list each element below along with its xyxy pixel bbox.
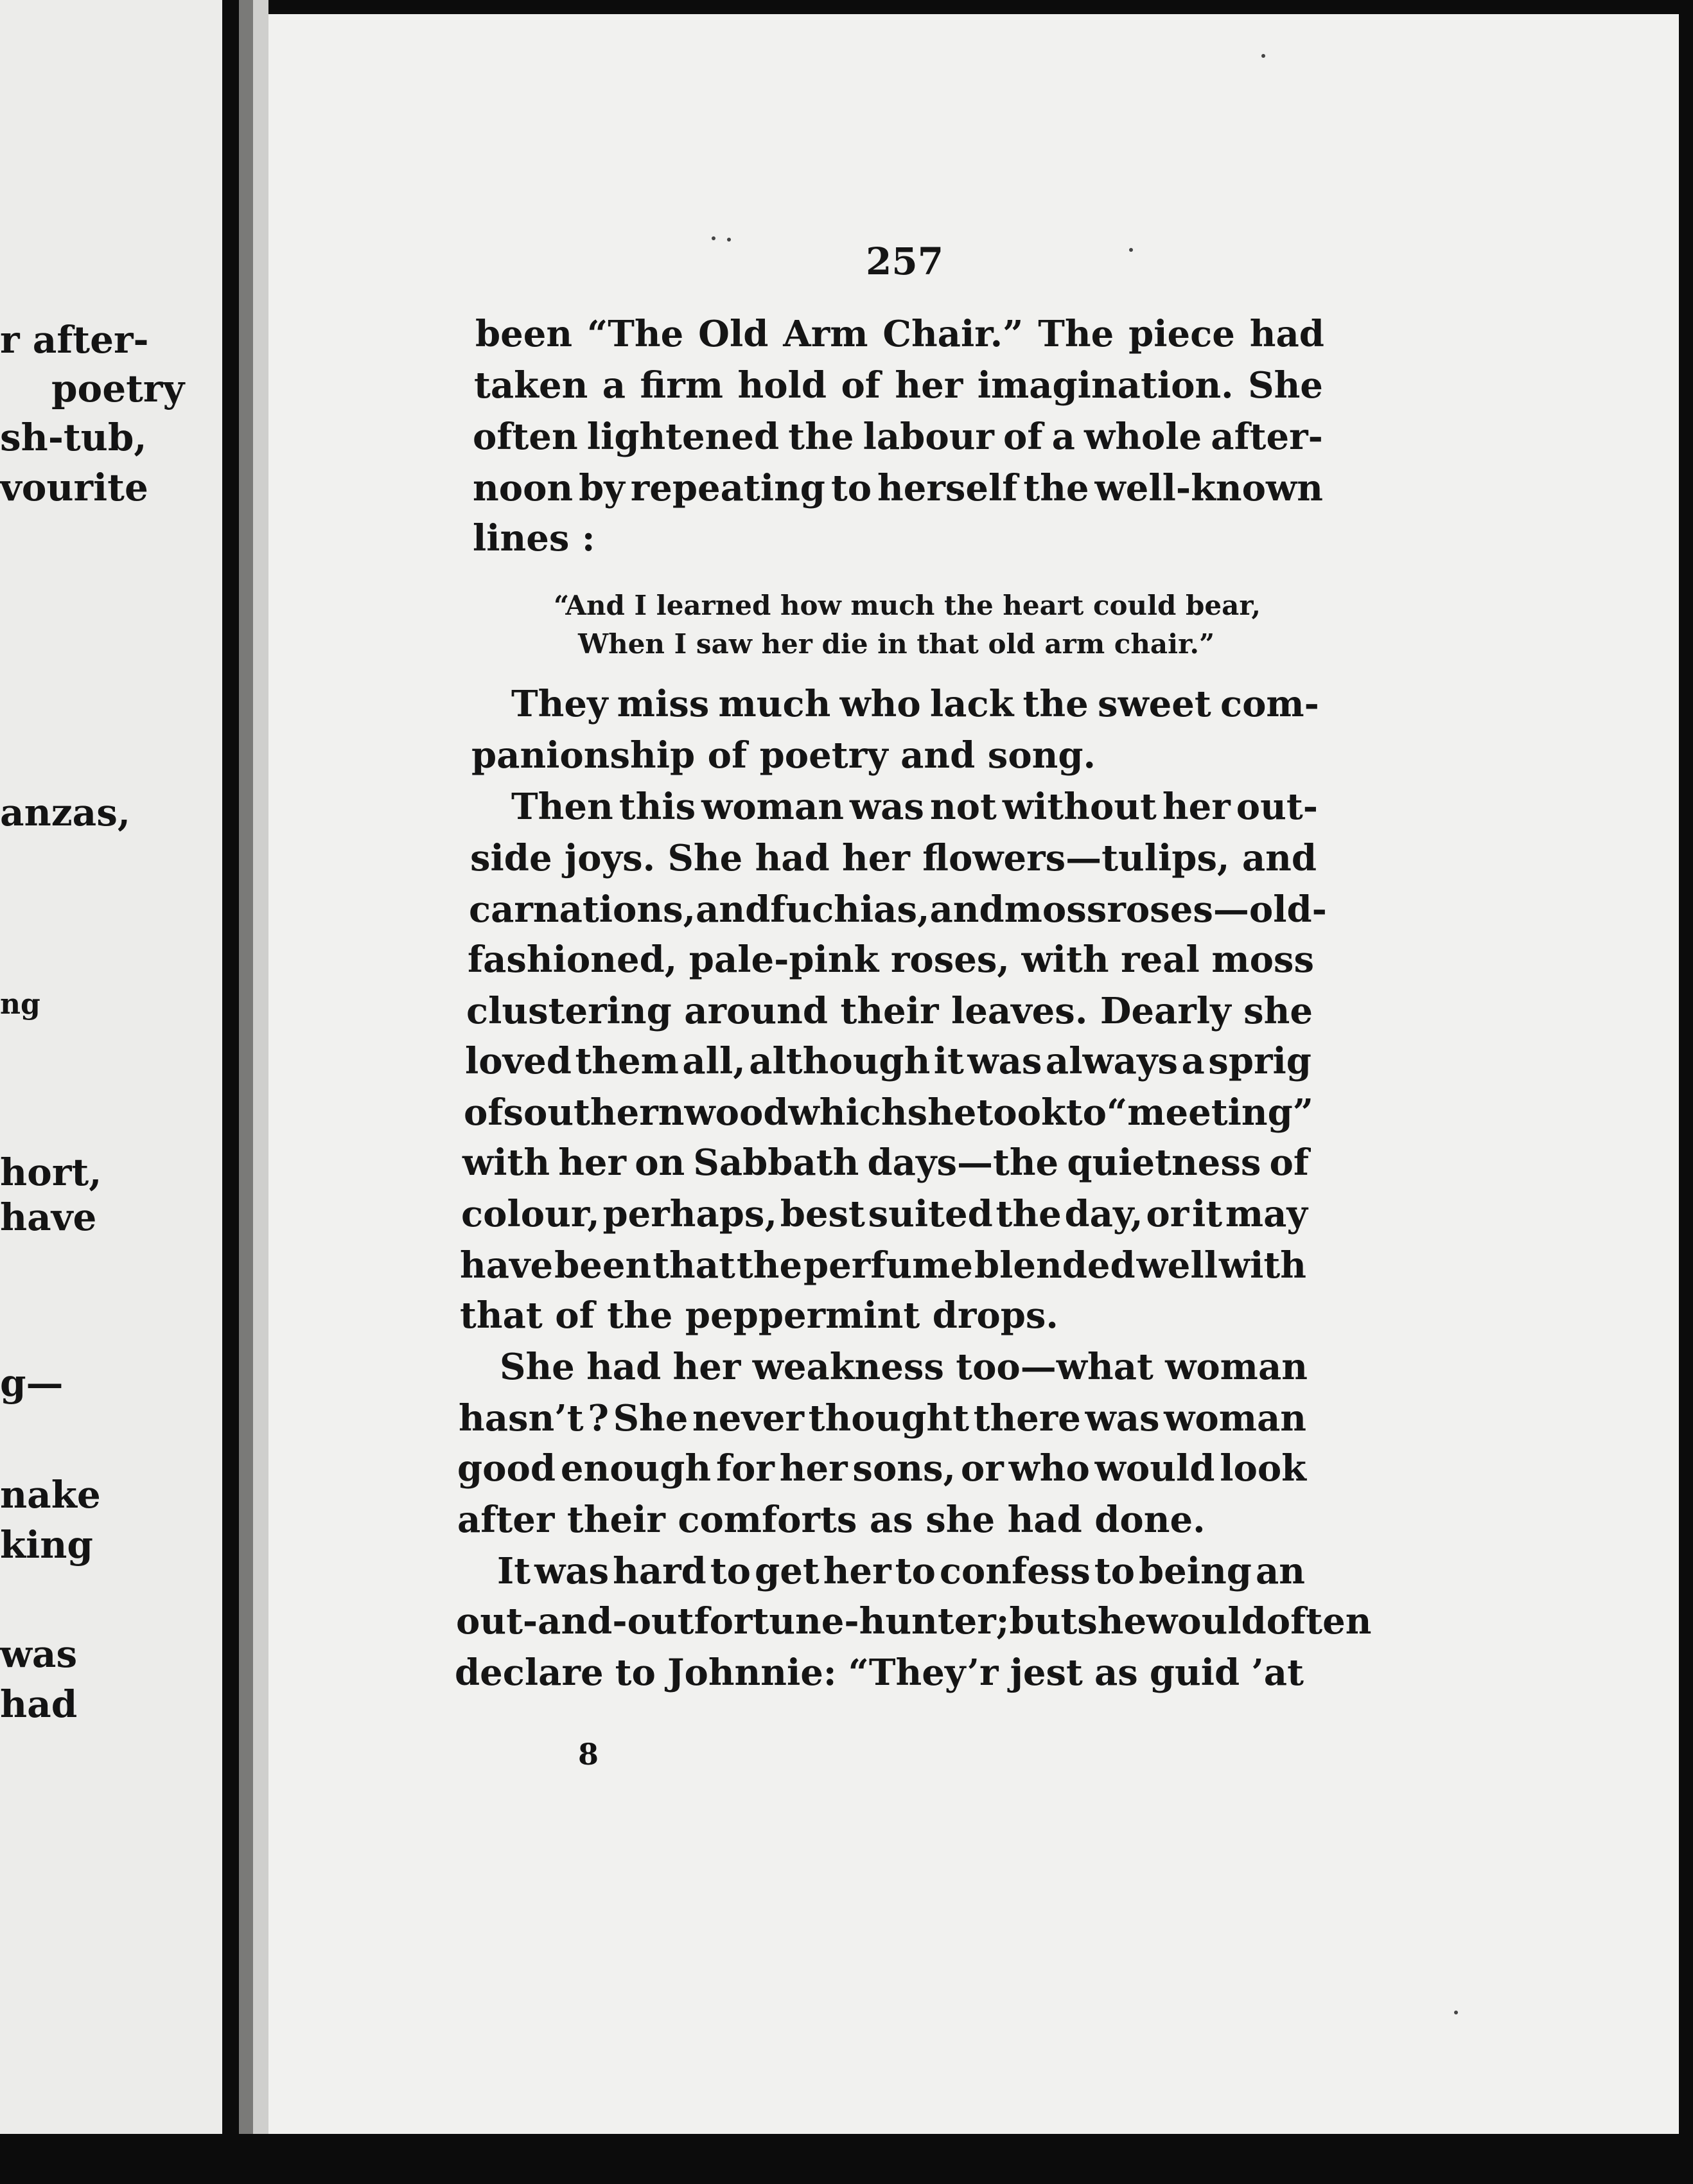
word: joys.	[564, 837, 656, 879]
word: them	[575, 1040, 679, 1082]
text-line	[470, 837, 1317, 879]
text-line	[464, 1091, 1313, 1134]
word: often	[473, 416, 578, 458]
word: roses,	[890, 938, 1010, 981]
text-line	[473, 467, 1323, 509]
word: southernwood	[503, 1091, 789, 1134]
word: much	[718, 683, 831, 725]
text-line: lines :	[473, 517, 595, 559]
word: never	[692, 1397, 805, 1440]
word: it	[933, 1040, 964, 1082]
word: hold	[737, 364, 827, 407]
text-line	[456, 1600, 1372, 1642]
word: after-	[1211, 416, 1323, 458]
left-fragment: hort,	[0, 1150, 102, 1194]
word: have	[460, 1244, 554, 1287]
word: often	[1266, 1600, 1372, 1642]
scan-border-top	[268, 0, 1693, 14]
word: roses—old-	[1107, 888, 1327, 931]
quote-line: When I saw her die in that old arm chair.”	[578, 628, 1215, 660]
word: the	[996, 1193, 1062, 1235]
word: a	[1051, 416, 1075, 458]
text-line	[473, 416, 1323, 458]
gutter-shadow	[239, 0, 253, 2184]
word: well	[1136, 1244, 1218, 1287]
left-fragment: king	[0, 1523, 93, 1567]
word: was	[967, 1040, 1042, 1082]
scan-speck	[1129, 248, 1133, 252]
word: noon	[473, 467, 574, 509]
word: of	[841, 364, 881, 407]
word: declare	[455, 1651, 604, 1694]
word: by	[579, 467, 625, 509]
word: Sabbath	[693, 1141, 859, 1184]
word: com-	[1220, 683, 1319, 725]
word: She	[667, 837, 743, 879]
word: a	[602, 364, 626, 407]
left-fragment: g—	[0, 1361, 64, 1405]
left-fragment: had	[0, 1682, 78, 1726]
word: guid	[1149, 1651, 1240, 1694]
word: was	[534, 1550, 610, 1592]
word: her	[779, 1447, 848, 1490]
word: of	[1269, 1141, 1309, 1184]
text-line	[475, 313, 1324, 355]
left-fragment: poetry	[51, 367, 185, 410]
word: or	[1146, 1193, 1189, 1235]
word: best	[780, 1193, 865, 1235]
word: had	[1249, 313, 1324, 355]
word: she	[1077, 1600, 1147, 1642]
word: there	[973, 1397, 1081, 1440]
word: Old	[698, 313, 769, 355]
word: woman	[1164, 1397, 1306, 1440]
word: jest	[1010, 1651, 1083, 1694]
word: sons,	[852, 1447, 956, 1490]
left-fragment: ng	[0, 988, 40, 1021]
text-line: that of the peppermint drops.	[460, 1294, 1058, 1337]
word: suited	[868, 1193, 993, 1235]
text-line: after their comforts as she had done.	[457, 1499, 1206, 1541]
word: get	[755, 1550, 820, 1592]
word: woman	[1165, 1346, 1308, 1388]
left-fragment: nake	[0, 1473, 101, 1517]
word: hasn’t	[459, 1397, 584, 1440]
text-line	[497, 1550, 1305, 1592]
quote-line: “And I learned how much the heart could bear,	[554, 590, 1261, 621]
word: miss	[617, 683, 710, 725]
text-line	[500, 1346, 1308, 1388]
word: piece	[1128, 313, 1235, 355]
word: perfume	[803, 1244, 973, 1287]
word: without	[1002, 786, 1157, 828]
text-line	[468, 938, 1314, 981]
word: always	[1045, 1040, 1179, 1082]
left-fragment: vourite	[0, 466, 148, 509]
word: firm	[640, 364, 724, 407]
word: ’at	[1251, 1651, 1304, 1694]
word: on	[635, 1141, 685, 1184]
word: her	[895, 364, 963, 407]
word: this	[618, 786, 696, 828]
word: quietness	[1067, 1141, 1261, 1184]
text-line	[511, 683, 1319, 725]
word: may	[1225, 1193, 1308, 1235]
word: Dearly	[1100, 990, 1231, 1032]
word: confess	[939, 1550, 1091, 1592]
word: enough	[560, 1447, 712, 1490]
word: the	[1022, 683, 1089, 725]
word: perhaps,	[602, 1193, 777, 1235]
left-fragment: have	[0, 1195, 97, 1239]
word: taken	[474, 364, 588, 407]
word: the	[736, 1244, 803, 1287]
text-line	[466, 990, 1313, 1032]
word: which	[788, 1091, 908, 1134]
word: all,	[682, 1040, 746, 1082]
word: was	[849, 786, 924, 828]
scan-speck	[712, 236, 715, 240]
word: ?	[588, 1397, 610, 1440]
word: blended	[974, 1244, 1136, 1287]
word: sweet	[1097, 683, 1211, 725]
word: had	[586, 1346, 662, 1388]
word: would	[1094, 1447, 1215, 1490]
word: to	[710, 1550, 751, 1592]
word: to	[615, 1651, 656, 1694]
word: and	[929, 888, 1004, 931]
word: hard	[613, 1550, 706, 1592]
word: fashioned,	[468, 938, 678, 981]
text-line	[461, 1193, 1308, 1235]
word: around	[684, 990, 828, 1032]
word: lack	[929, 683, 1014, 725]
word: would	[1146, 1600, 1267, 1642]
word: her	[558, 1141, 627, 1184]
text-line	[469, 888, 1327, 931]
left-fragment: anzas,	[0, 791, 131, 834]
scan-border-right	[1679, 0, 1693, 2184]
word: being	[1139, 1550, 1252, 1592]
word: Then	[511, 786, 613, 828]
word: not	[929, 786, 997, 828]
word: she	[1243, 990, 1313, 1032]
word: her	[842, 837, 910, 879]
word: whole	[1084, 416, 1202, 458]
word: moss	[1004, 888, 1107, 931]
word: with	[462, 1141, 550, 1184]
word: or	[960, 1447, 1004, 1490]
word: she	[907, 1091, 977, 1134]
word: the	[788, 416, 854, 458]
word: “meeting”	[1107, 1091, 1313, 1134]
text-line	[460, 1244, 1306, 1287]
word: weakness	[752, 1346, 944, 1388]
text-line	[455, 1651, 1304, 1694]
word: an	[1255, 1550, 1305, 1592]
word: and	[1241, 837, 1317, 879]
left-fragment: r after-	[0, 318, 149, 362]
word: the	[1023, 467, 1089, 509]
word: repeating	[630, 467, 825, 509]
word: their	[840, 990, 939, 1032]
word: carnations,	[469, 888, 696, 931]
word: of	[1003, 416, 1043, 458]
word: leaves.	[951, 990, 1088, 1032]
text-line	[459, 1397, 1306, 1440]
text-line	[457, 1447, 1306, 1490]
word: who	[1008, 1447, 1090, 1490]
word: fuchias,	[770, 888, 930, 931]
word: out-	[1236, 786, 1318, 828]
word: Johnnie:	[667, 1651, 837, 1694]
word: to	[1066, 1091, 1107, 1134]
word: well-known	[1094, 467, 1323, 509]
word: thought	[808, 1397, 969, 1440]
word: good	[457, 1447, 556, 1490]
word: look	[1220, 1447, 1306, 1490]
word: flowers—tulips,	[922, 837, 1230, 879]
word: labour	[863, 416, 994, 458]
word: days—the	[867, 1141, 1059, 1184]
scan-speck	[1454, 2011, 1458, 2014]
word: with	[1218, 1244, 1306, 1287]
word: with	[1021, 938, 1109, 981]
word: it	[1192, 1193, 1223, 1235]
text-line: panionship of poetry and song.	[471, 734, 1096, 777]
word: The	[1038, 313, 1114, 355]
scan-border-bottom	[0, 2134, 1693, 2184]
word: out-and-out	[456, 1600, 694, 1642]
word: been	[554, 1244, 652, 1287]
word: fortune-hunter;	[694, 1600, 1010, 1642]
word: She	[613, 1397, 689, 1440]
word: as	[1094, 1651, 1138, 1694]
page-number: 257	[866, 240, 944, 283]
word: although	[749, 1040, 931, 1082]
word: took	[976, 1091, 1066, 1134]
word: They	[511, 683, 608, 725]
word: that	[653, 1244, 735, 1287]
word: colour,	[461, 1193, 600, 1235]
text-line	[474, 364, 1323, 407]
word: her	[1162, 786, 1231, 828]
word: Arm	[783, 313, 868, 355]
word: to	[830, 467, 872, 509]
word: imagination.	[977, 364, 1234, 407]
word: too—what	[956, 1346, 1154, 1388]
scan-speck	[1261, 54, 1265, 58]
word: had	[755, 837, 830, 879]
word: sprig	[1208, 1040, 1311, 1082]
word: but	[1009, 1600, 1078, 1642]
word: clustering	[466, 990, 672, 1032]
word: lightened	[586, 416, 780, 458]
word: real	[1121, 938, 1200, 981]
word: was	[1085, 1397, 1160, 1440]
word: “They’r	[848, 1651, 999, 1694]
word: woman	[701, 786, 844, 828]
word: a	[1181, 1040, 1205, 1082]
word: pale-pink	[689, 938, 879, 981]
word: side	[470, 837, 552, 879]
scan-speck	[727, 238, 731, 242]
word: day,	[1064, 1193, 1143, 1235]
word: She	[1248, 364, 1323, 407]
word: moss	[1211, 938, 1314, 981]
left-fragment: sh-tub,	[0, 416, 147, 459]
left-fragment: was	[0, 1632, 78, 1676]
gutter-shadow	[253, 0, 268, 2184]
text-line	[511, 786, 1318, 828]
word: to	[895, 1550, 936, 1592]
word: who	[839, 683, 921, 725]
book-gutter	[222, 0, 239, 2184]
word: “The	[587, 313, 684, 355]
word: of	[464, 1091, 504, 1134]
word: and	[696, 888, 771, 931]
word: for	[715, 1447, 775, 1490]
text-line	[465, 1040, 1311, 1082]
word: She	[500, 1346, 575, 1388]
word: herself	[877, 467, 1018, 509]
word: Chair.”	[882, 313, 1024, 355]
text-line	[462, 1141, 1309, 1184]
word: It	[497, 1550, 531, 1592]
word: loved	[465, 1040, 572, 1082]
word: been	[475, 313, 573, 355]
previous-page	[0, 0, 244, 2149]
word: to	[1094, 1550, 1135, 1592]
word: her	[672, 1346, 741, 1388]
word: her	[823, 1550, 891, 1592]
signature-mark: 8	[578, 1737, 599, 1772]
